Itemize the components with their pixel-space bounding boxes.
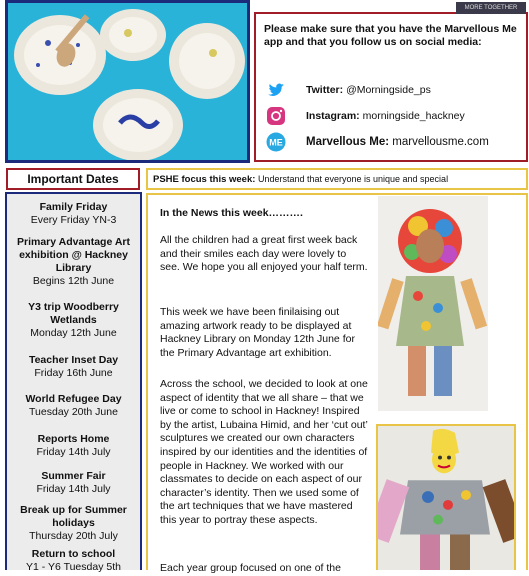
date-title: Teacher Inset Day — [28, 354, 119, 366]
date-item — [7, 236, 140, 288]
news-paragraph: Across the school, we decided to look at one aspect of identity that we all share – that we live or come to school in Hackney! Inspired by the artist, Lubaina Himid, and her ‘cut out’ sculptures we created our own characters inspired by our identities and the identities of people in Hackney. We worked with our classmates to decide on each aspect of our character’s identity. Then we used some of the art techniques that we have mastered this year to portray these aspects. — [160, 378, 368, 526]
artwork-photo-1 — [378, 196, 488, 411]
date-title: Break up for Summer holidays — [20, 504, 127, 529]
date-title: World Refugee Day — [25, 393, 122, 405]
date-title: Family Friday — [39, 201, 108, 213]
date-title: Primary Advantage Art exhibition @ Hackney Library — [16, 236, 130, 274]
marvellous-me-label: Marvellous Me: — [306, 136, 390, 148]
news-paragraph: This week we have been finilaising out amazing artwork ready to be displayed at Hackney Library on Monday 12th June for the Primary Advantage art exhibition. — [160, 306, 355, 359]
marvellous-me-link[interactable]: marvellousme.com — [392, 136, 489, 148]
date-item — [7, 504, 140, 543]
date-title: Summer Fair — [41, 470, 106, 482]
date-item — [7, 433, 140, 459]
twitter-handle[interactable]: @Morningside_ps — [346, 84, 431, 96]
date-detail: Tuesday 20th June — [29, 406, 118, 418]
banner-strip: MORE TOGETHER — [456, 2, 526, 14]
date-item — [7, 201, 140, 227]
instagram-icon — [266, 106, 286, 126]
date-detail: Friday 14th July — [36, 483, 111, 495]
marvellous-me-icon — [266, 132, 286, 152]
date-detail: Y1 - Y6 Tuesday 5th — [26, 561, 121, 573]
social-media-panel — [254, 5, 528, 162]
instagram-row[interactable] — [266, 106, 526, 128]
pshe-text: Understand that everyone is unique and special — [257, 174, 449, 184]
date-title: Reports Home — [37, 433, 110, 445]
pshe-label: PSHE focus this week: — [153, 174, 256, 185]
social-intro-text: Please make sure that you have the Marvellous Me app and that you follow us on social media: — [264, 23, 517, 48]
date-detail: Thursday 20th July — [29, 530, 118, 542]
date-detail: Friday 16th June — [34, 367, 113, 379]
date-item — [7, 301, 140, 340]
date-title: Return to school — [31, 548, 116, 560]
date-item — [7, 470, 140, 496]
instagram-handle[interactable]: morningside_hackney — [362, 110, 465, 122]
date-item — [7, 548, 140, 574]
date-item — [7, 354, 140, 380]
twitter-row[interactable] — [266, 80, 526, 102]
important-dates-heading: Important Dates — [6, 168, 140, 190]
date-detail: Monday 12th June — [30, 327, 117, 339]
date-detail: Begins 12th June — [32, 275, 115, 287]
news-paragraph: All the children had a great first week back and their smiles each day were lovely to see. We hope you all enjoyed your half term. — [160, 234, 368, 274]
clay-bowls-photo — [5, 0, 250, 163]
important-dates-list — [5, 192, 142, 573]
svg-text:ME: ME — [269, 137, 283, 148]
news-paragraph: Each year group focused on one of the — [160, 562, 341, 574]
marvellous-me-row[interactable] — [266, 132, 526, 154]
artwork-photo-2 — [376, 424, 516, 570]
pshe-focus-bar — [146, 168, 528, 190]
date-detail: Every Friday YN-3 — [30, 214, 117, 226]
instagram-label: Instagram: — [306, 110, 360, 122]
news-title: In the News this week………. — [160, 207, 303, 219]
date-detail: Friday 14th July — [36, 446, 111, 458]
twitter-icon — [266, 80, 286, 100]
date-item — [7, 393, 140, 419]
twitter-label: Twitter: — [306, 84, 344, 96]
date-title: Y3 trip Woodberry Wetlands — [28, 301, 119, 326]
